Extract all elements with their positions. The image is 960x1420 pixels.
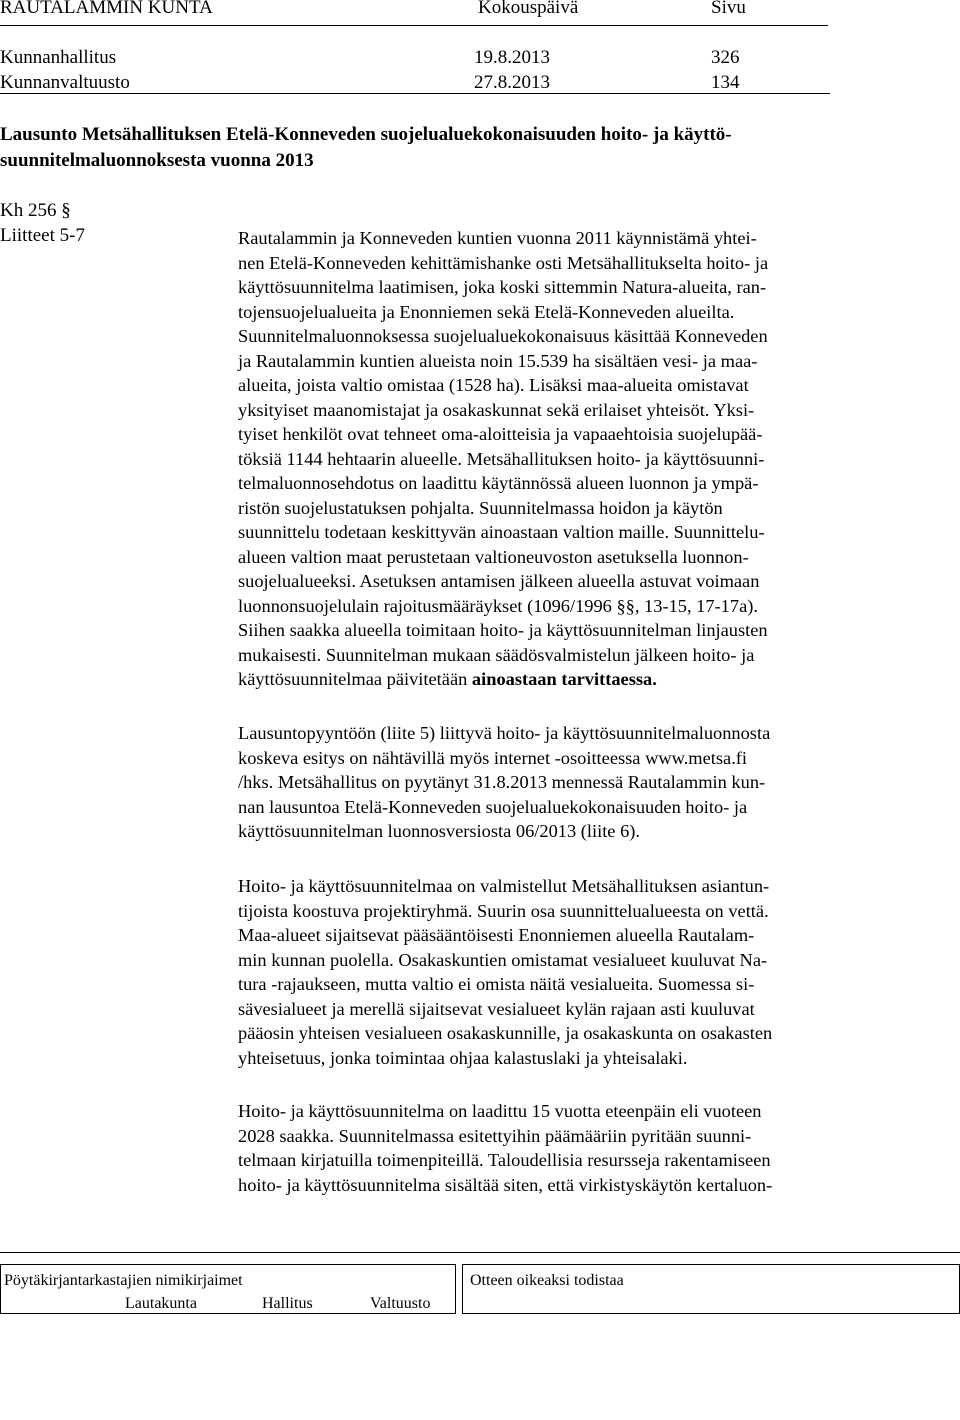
text-line: sävesialueet ja merellä sijaitsevat vesialueet kylän rajaan asti kuuluvat — [238, 998, 755, 1019]
document-title — [0, 122, 880, 174]
certified-label: Otteen oikeaksi todistaa — [470, 1272, 624, 1289]
meeting-body-2: Kunnanvaltuusto — [0, 72, 130, 93]
meeting-rule — [0, 93, 830, 94]
footer-body-board: Hallitus — [262, 1295, 313, 1312]
page-label: Sivu — [711, 0, 746, 18]
text-line: telmaluonnosehdotus on laadittu käytännössä alueen luonnon ja ympä- — [238, 473, 759, 493]
text-line: mukaisesti. Suunnitelman mukaan säädösvalmistelun jälkeen hoito- ja — [238, 644, 755, 665]
text-line: käyttösuunnitelma laatimisen, joka koski sittemmin Natura-alueita, ran- — [238, 277, 767, 297]
text-line: käyttösuunnitelman luonnosversiosta 06/2013 (liite 6). — [238, 821, 640, 841]
text-line: koskeva esitys on nähtävillä myös internet -osoitteessa www.metsa.fi — [238, 747, 748, 768]
meeting-page-1: 326 — [711, 47, 740, 68]
emphasis-text: ainoastaan tarvittaessa. — [471, 669, 657, 689]
meeting-date-2: 27.8.2013 — [474, 72, 550, 93]
text-line: suojelualueeksi. Asetuksen antamisen jälkeen alueella astuvat voimaan — [238, 571, 760, 591]
paragraph-2 — [238, 721, 878, 844]
page-footer — [0, 1252, 960, 1420]
paragraph-1 — [238, 226, 878, 692]
footer-rule — [0, 1252, 960, 1253]
paragraph-4 — [238, 1099, 878, 1197]
text-line: Rautalammin ja Konneveden kuntien vuonna 2011 käynnistämä yhtei- — [238, 228, 757, 248]
text-line: yhteisetuus, jonka toimintaa ohjaa kalastuslaki ja yhteisalaki. — [238, 1047, 688, 1068]
meeting-body-1: Kunnanhallitus — [0, 47, 117, 68]
text-line: tura -rajaukseen, mutta valtio ei omista näitä vesialueita. Suomessa si- — [238, 974, 755, 994]
text-line: Hoito- ja käyttösuunnitelmaa on valmistellut Metsähallituksen asiantun- — [238, 876, 770, 896]
meeting-date-label: Kokouspäivä — [478, 0, 579, 18]
text-line: alueita, joista valtio omistaa (1528 ha). Lisäksi maa-alueita omistavat — [238, 375, 749, 395]
attachments-label: Liitteet 5-7 — [0, 225, 85, 246]
initials-label: Pöytäkirjantarkastajien nimikirjaimet — [4, 1272, 243, 1289]
text-line: luonnonsuojelulain rajoitusmääräykset (1096/1996 §§, 13-15, 17-17a). — [238, 595, 758, 616]
text-line: Hoito- ja käyttösuunnitelma on laadittu 15 vuotta eteenpäin eli vuoteen — [238, 1101, 762, 1121]
text-line: Lausuntopyyntöön (liite 5) liittyvä hoito- ja käyttösuunnitelmaluonnosta — [238, 723, 771, 743]
text-line: nen Etelä-Konneveden kehittämishanke osti Metsähallitukselta hoito- ja — [238, 252, 769, 273]
text-line: min kunnan puolella. Osakaskuntien omistamat vesialueet kuuluvat Na- — [238, 949, 768, 970]
footer-body-committee: Lautakunta — [125, 1295, 197, 1312]
text-line: tojensuojelualueita ja Enonniemen sekä Etelä-Konneveden alueilta. — [238, 301, 735, 322]
section-number: Kh 256 § — [0, 200, 71, 221]
text-line: pääosin yhteisen vesialueen osakaskunnille, ja osakaskunta on osakasten — [238, 1023, 773, 1043]
text-line: Maa-alueet sijaitsevat pääsääntöisesti Enonniemen alueella Rautalam- — [238, 925, 755, 945]
text-line: Suunnitelmaluonnoksessa suojelualuekokonaisuus käsittää Konneveden — [238, 326, 768, 346]
text-line: nan lausuntoa Etelä-Konneveden suojelualuekokonaisuuden hoito- ja — [238, 796, 748, 817]
text-line: hoito- ja käyttösuunnitelma sisältää siten, että virkistyskäytön kertaluon- — [238, 1174, 773, 1195]
header-rule — [0, 25, 828, 26]
text-line: 2028 saakka. Suunnitelmassa esitettyihin päämääriin pyritään suunni- — [238, 1125, 752, 1146]
meeting-page-2: 134 — [711, 72, 740, 93]
footer-body-council: Valtuusto — [370, 1295, 431, 1312]
text-line: yksityiset maanomistajat ja osakaskunnat sekä erilaiset yhteisöt. Yksi- — [238, 399, 755, 420]
municipality-name: RAUTALAMMIN KUNTA — [0, 0, 213, 18]
text-line: /hks. Metsähallitus on pyytänyt 31.8.2013 mennessä Rautalammin kun- — [238, 772, 766, 792]
text-line — [238, 667, 878, 692]
text-line: tijoista koostuva projektiryhmä. Suurin osa suunnittelualueesta on vettä. — [238, 900, 769, 921]
text-span: käyttösuunnitelmaa päivitetään — [238, 669, 472, 689]
text-line: ja Rautalammin kuntien alueista noin 15.539 ha sisältäen vesi- ja maa- — [238, 350, 758, 371]
meeting-date-1: 19.8.2013 — [474, 47, 550, 68]
text-line: tyiset henkilöt ovat tehneet oma-aloitteisia ja vapaaehtoisia suojelupää- — [238, 424, 763, 444]
text-line: ristön suojelustatuksen pohjalta. Suunnitelmassa hoidon ja käytön — [238, 497, 723, 518]
text-line: alueen valtion maat perustetaan valtioneuvoston asetuksella luonnon- — [238, 546, 749, 567]
title-line: Lausunto Metsähallituksen Etelä-Konneveden suojelualuekokonaisuuden hoito- ja käyttö- — [0, 124, 732, 145]
text-line: töksiä 1144 hehtaarin alueelle. Metsähallituksen hoito- ja käyttösuunni- — [238, 448, 765, 469]
text-line: Siihen saakka alueella toimitaan hoito- ja käyttösuunnitelman linjausten — [238, 620, 768, 640]
text-line: suunnittelu todetaan keskittyvän ainoastaan valtion maille. Suunnittelu- — [238, 522, 765, 542]
paragraph-3 — [238, 874, 878, 1070]
text-line: telmaan kirjatuilla toimenpiteillä. Taloudellisia resursseja rakentamiseen — [238, 1150, 771, 1170]
title-line: suunnitelmaluonnoksesta vuonna 2013 — [0, 150, 314, 171]
